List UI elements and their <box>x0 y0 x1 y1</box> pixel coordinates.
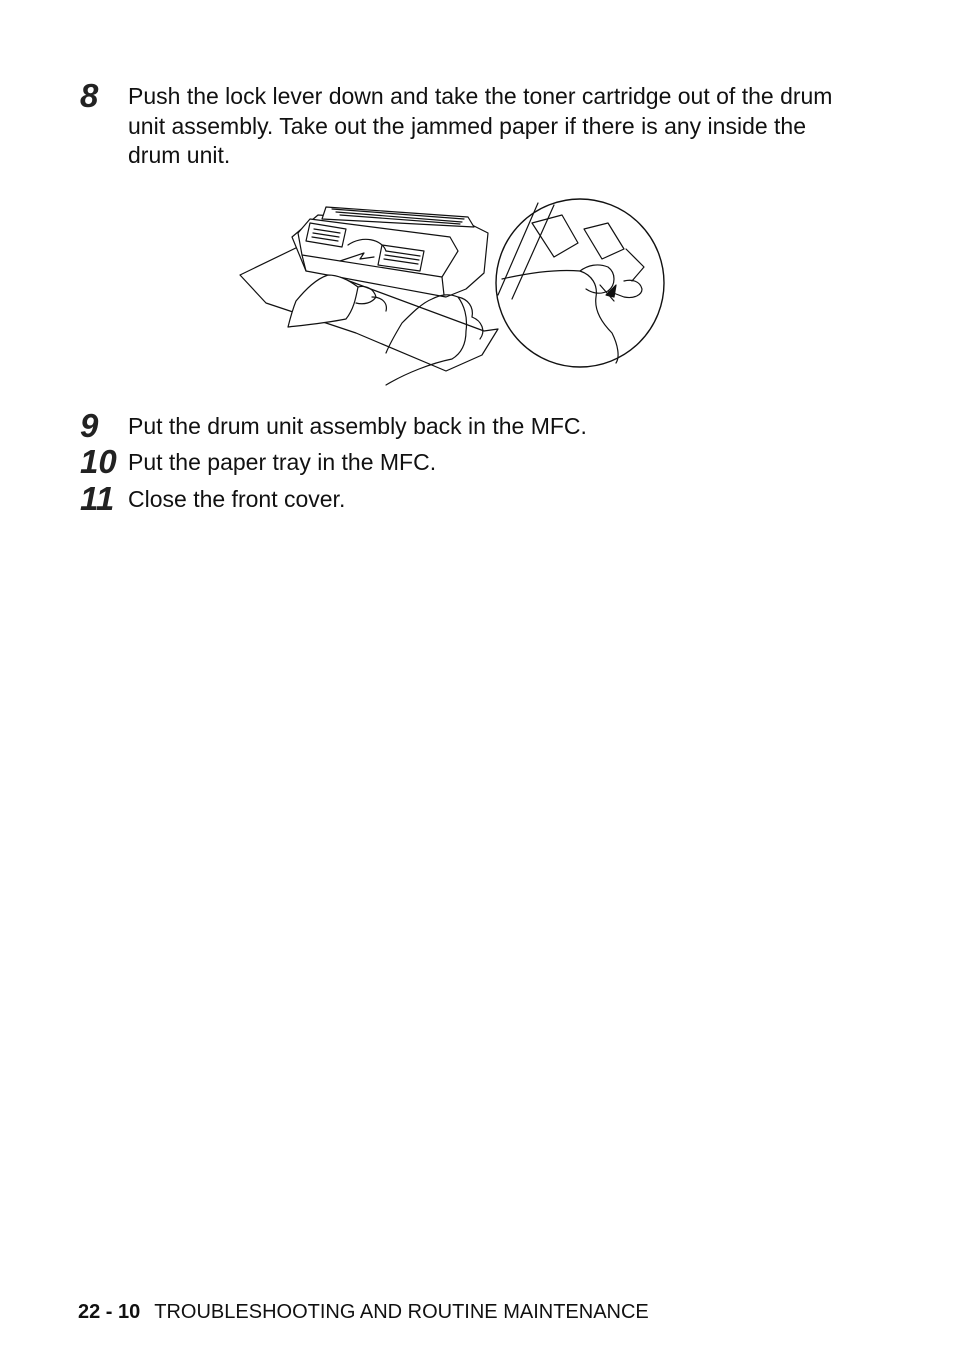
step-text: Put the drum unit assembly back in the MFC. <box>128 413 587 439</box>
step-text: Push the lock lever down and take the toner cartridge out of the drum unit assembly. Take out the jammed paper if there is any inside the drum unit. <box>128 83 833 168</box>
step-number: 8 <box>80 77 99 114</box>
section-title: TROUBLESHOOTING AND ROUTINE MAINTENANCE <box>154 1301 649 1323</box>
step-number: 9 <box>80 407 99 444</box>
step-number: 11 <box>80 480 115 517</box>
step-number: 10 <box>80 443 117 480</box>
toner-cartridge-removal-illustration <box>236 193 668 387</box>
step-text: Put the paper tray in the MFC. <box>128 449 437 475</box>
page-footer <box>78 1300 649 1324</box>
step-text: Close the front cover. <box>128 486 346 512</box>
page-number: 22 - 10 <box>78 1301 141 1323</box>
